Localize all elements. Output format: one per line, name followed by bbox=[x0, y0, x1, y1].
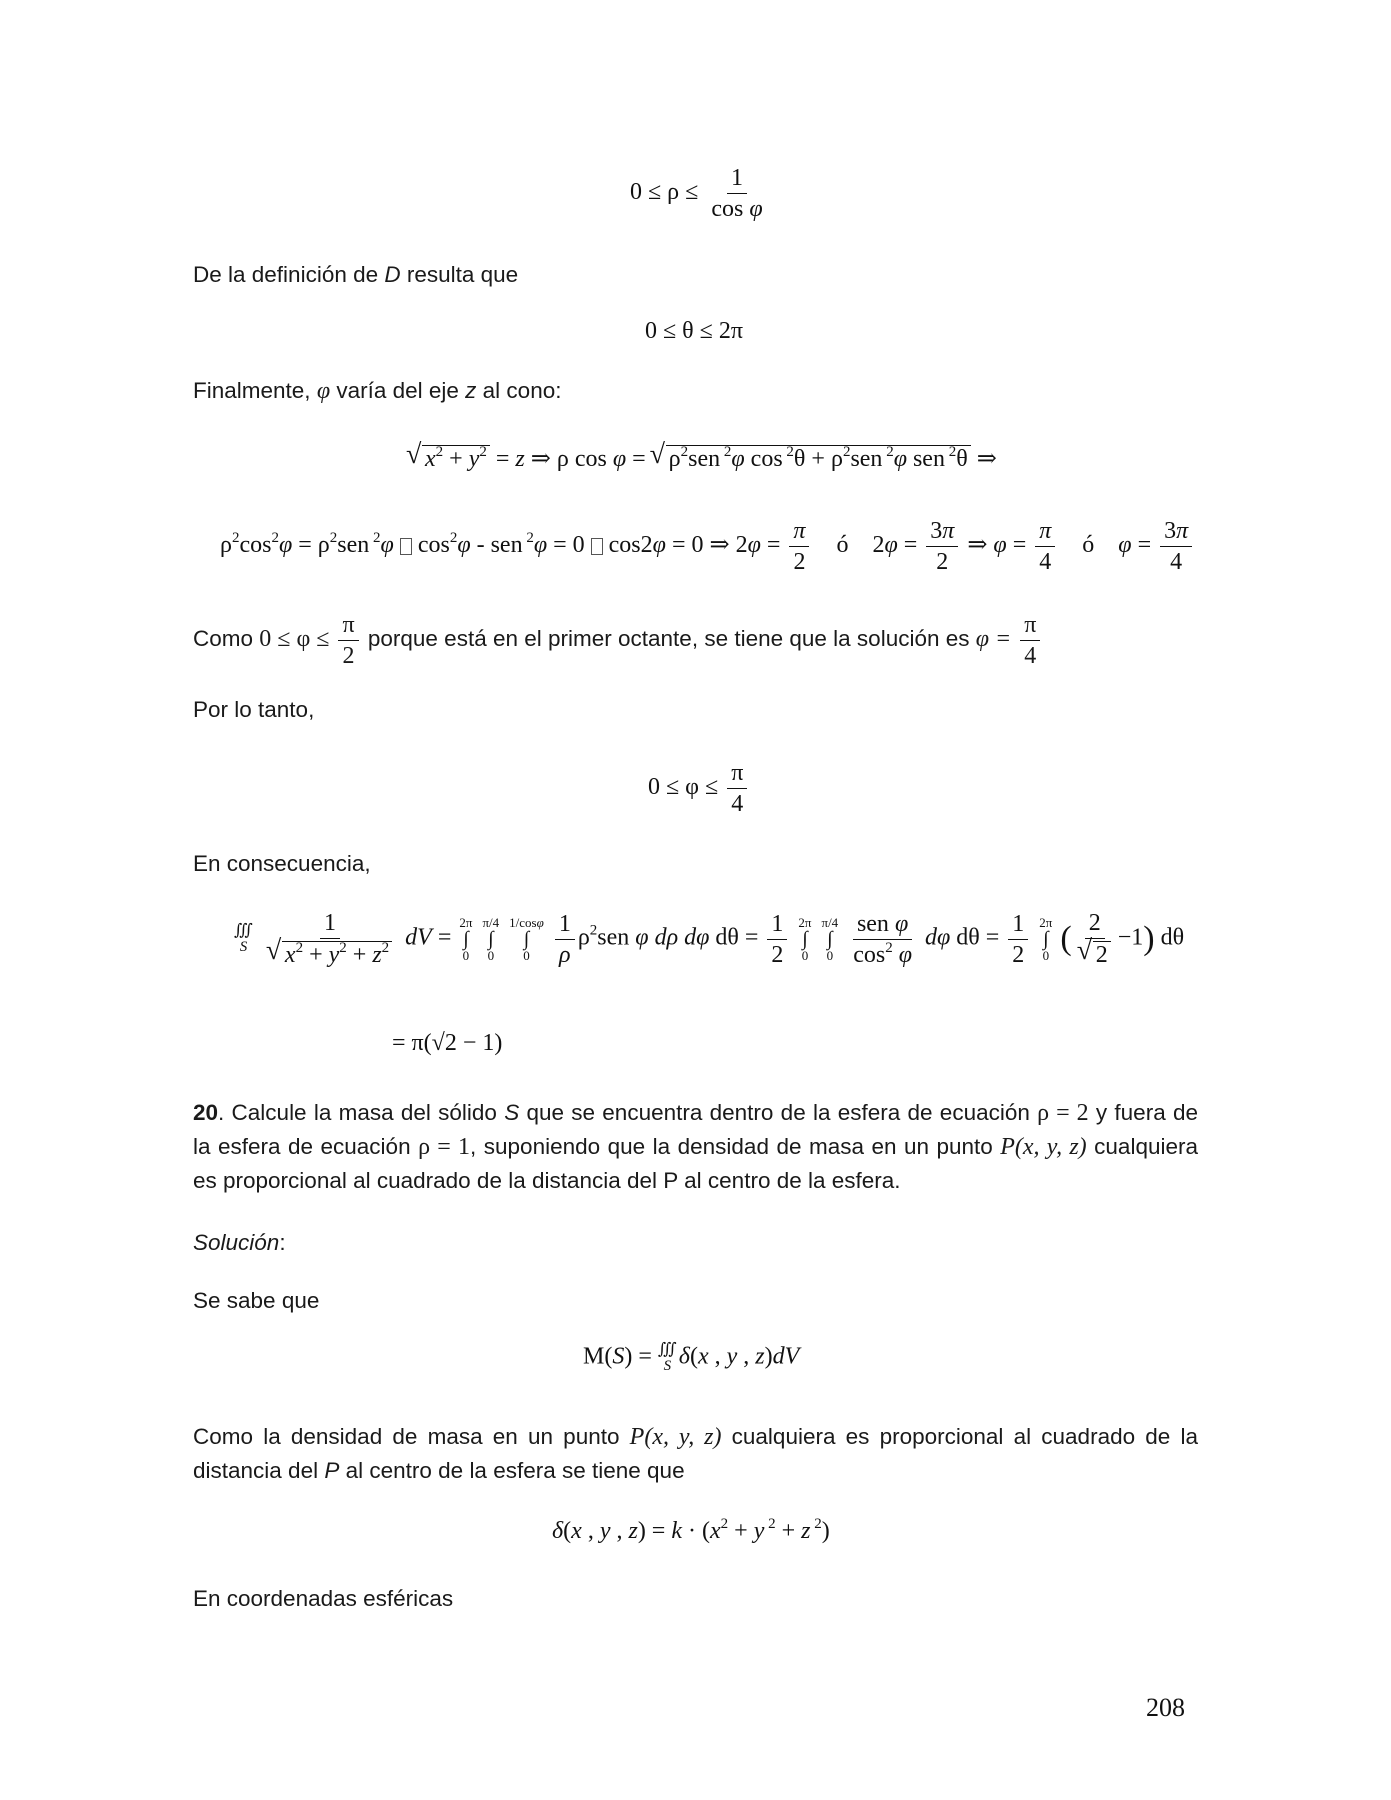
integral-result: = π(√2 − 1) bbox=[392, 1030, 503, 1056]
integral-limits: π/4 ∫ 0 bbox=[482, 915, 500, 963]
triple-integral-symbol: ∭ S bbox=[657, 1341, 677, 1374]
fraction: $\frac{1}{\rho}$ bbox=[555, 911, 575, 968]
text-italic-d: D bbox=[384, 262, 401, 287]
text-segment: : bbox=[279, 1230, 286, 1255]
fraction: $\frac{\text{sen φ}}{\cos^2 \varphi}$ bbox=[853, 910, 912, 968]
integral-limits: 2π ∫ 0 bbox=[798, 915, 812, 963]
missing-glyph-box bbox=[400, 538, 412, 555]
fraction-denominator: 4 bbox=[731, 791, 744, 817]
integral-limits: 2π ∫ 0 bbox=[1039, 915, 1053, 963]
fraction-denominator: 4 bbox=[1024, 643, 1037, 669]
phi-equals: φ = bbox=[975, 626, 1012, 653]
fraction-numerator: π bbox=[727, 760, 747, 789]
text-segment: . Calcule la masa del sólido bbox=[218, 1100, 505, 1125]
text-segment: y fuera de la esfera de ecuación bbox=[193, 1100, 1198, 1159]
fraction-numerator: 1 bbox=[727, 165, 747, 194]
text-segment: cualquiera es proporcional al cuadrado de la distancia del P al centro de la esfera. bbox=[193, 1134, 1198, 1193]
text-segment: De la definición de bbox=[193, 262, 385, 287]
text-segment: al centro de la esfera se tiene que bbox=[339, 1458, 685, 1483]
paragraph-se-sabe: Se sabe que bbox=[193, 1288, 320, 1313]
solucion-label: Solución bbox=[193, 1230, 280, 1255]
paragraph-density bbox=[193, 1420, 1198, 1488]
page-number: 208 bbox=[1146, 1693, 1185, 1722]
inline-inequality bbox=[259, 612, 361, 669]
text-segment: porque está en el primer octante, se tiene que la solución es bbox=[367, 626, 976, 652]
rho-upper-fraction bbox=[707, 165, 766, 222]
fraction bbox=[727, 760, 747, 817]
cone-solution-equation: $\rho^2\cos^2\varphi = \rho^2sen$ $^2$φ $\cos^2\varphi$ - sen $^2$φ = 0 cos2φ = 0 ⇒ 2φ = $\frac{\pi}{2}$ ó 2φ = $\frac{3\pi}{2}$ ⇒ φ = $\frac{\pi}{4}$ ó φ = $\frac{3\pi}{4}$ bbox=[220, 518, 1195, 575]
phi-bounds-equation bbox=[648, 760, 750, 817]
paragraph-finalmente bbox=[193, 374, 561, 408]
problem-20-statement bbox=[193, 1096, 1198, 1198]
inline-solution bbox=[975, 612, 1044, 669]
mass-formula: M(S) = ∭ S δ(x , y , z)dV bbox=[583, 1341, 800, 1374]
fraction: $\frac{3\pi}{2}$ bbox=[926, 518, 958, 575]
sqrt-expression: √ $\rho^2sen$ $^2$φ $\cos ^2\theta + \rho^2sen$ $^2$φ sen $^2$θ bbox=[666, 445, 971, 472]
text-segment: que se encuentra dentro de la esfera de ecuación bbox=[519, 1100, 1038, 1125]
fraction: 2 √ 2 bbox=[1075, 910, 1115, 968]
volume-integral-equation: ∭ S 1 √ $x^2 + y^2 + z^2$ dV = 2π ∫ 0 π/4 ∫ 0 1/cosφ ∫ 0 $\frac{1}{\rho}$ $\rho^2sen$ φ dρ dφ dθ = $\frac{1}{2}$ 2π ∫ 0 π/4 ∫ 0 $\frac{\text{sen φ}}{\cos^2 \varphi}$ dφ dθ = $\frac{1}{2}$ 2π ∫ 0 ( 2 √ 2 −1) dθ bbox=[234, 910, 1184, 968]
text-italic-z: z bbox=[465, 378, 477, 403]
text-segment: Como bbox=[193, 626, 260, 652]
theta-bounds-equation: 0 ≤ θ ≤ 2π bbox=[645, 318, 743, 344]
fraction: 1 √ $x^2 + y^2 + z^2$ bbox=[264, 910, 396, 968]
fraction-numerator: π bbox=[338, 612, 358, 641]
inline-math: ρ = 1 bbox=[418, 1134, 471, 1160]
fraction: $\frac{\pi}{2}$ bbox=[789, 518, 809, 575]
fraction: $\frac{3\pi}{4}$ bbox=[1160, 518, 1192, 575]
fraction-denominator: cos φ bbox=[711, 196, 763, 222]
fraction bbox=[1020, 612, 1040, 669]
inline-math: P(x, y, z) bbox=[1000, 1134, 1087, 1160]
cone-equation: √ $x^2 + y^2 = z$ ⇒ ρ cos φ = √ $\rho^2sen$ $^2$φ $\cos ^2\theta + \rho^2sen$ $^2$φ sen $^2$θ ⇒ bbox=[408, 444, 997, 473]
text-segment: Como la densidad de masa en un punto bbox=[193, 1424, 630, 1449]
fraction-numerator: π bbox=[1020, 612, 1040, 641]
fraction bbox=[338, 612, 358, 669]
inequality-text: 0 ≤ φ ≤ bbox=[259, 626, 330, 653]
solucion-heading bbox=[193, 1226, 286, 1260]
paragraph-como bbox=[193, 612, 1043, 669]
text-segment: , suponiendo que la densidad de masa en un punto bbox=[470, 1134, 1001, 1159]
text-italic-p: P bbox=[324, 1458, 340, 1483]
paragraph-definition-d bbox=[193, 258, 518, 292]
fraction-denominator: 2 bbox=[342, 643, 355, 669]
rho-bounds-equation bbox=[630, 165, 770, 222]
problem-number: 20 bbox=[193, 1100, 219, 1125]
rho-bounds-left: 0 ≤ ρ ≤ bbox=[630, 179, 699, 206]
paragraph-coordenadas: En coordenadas esféricas bbox=[193, 1586, 454, 1611]
integral-limits: 2π ∫ 0 bbox=[459, 915, 473, 963]
paragraph-en-consecuencia: En consecuencia, bbox=[193, 851, 371, 876]
inline-math: ρ = 2 bbox=[1037, 1100, 1089, 1126]
integral-limits: π/4 ∫ 0 bbox=[821, 915, 839, 963]
fraction: $\frac{1}{2}$ bbox=[1008, 911, 1028, 968]
phi-bounds-text: 0 ≤ φ ≤ bbox=[648, 774, 719, 801]
missing-glyph-box bbox=[591, 538, 603, 555]
phi-symbol: φ bbox=[316, 378, 331, 404]
density-formula: δ(x , y , $z) = k \cdot (x^2 + y$ $^2$ + z $^2$) bbox=[552, 1516, 830, 1544]
text-segment: al cono: bbox=[476, 378, 562, 403]
triple-integral-symbol: ∭ S bbox=[234, 922, 253, 955]
inline-math: P(x, y, z) bbox=[629, 1424, 722, 1450]
text-segment: cualquiera es proporcional al cuadrado de la distancia del bbox=[193, 1424, 1198, 1483]
text-segment: resulta que bbox=[400, 262, 519, 287]
text-segment: Finalmente, bbox=[193, 378, 317, 403]
integral-limits: 1/cosφ ∫ 0 bbox=[509, 915, 544, 963]
text-italic-s: S bbox=[504, 1100, 520, 1125]
fraction: $\frac{1}{2}$ bbox=[767, 911, 787, 968]
fraction: $\frac{\pi}{4}$ bbox=[1035, 518, 1055, 575]
paragraph-por-lo-tanto: Por lo tanto, bbox=[193, 697, 315, 722]
sqrt-expression: √ $x^2 + y^2$ bbox=[422, 445, 490, 472]
text-segment: varía del eje bbox=[330, 378, 466, 403]
